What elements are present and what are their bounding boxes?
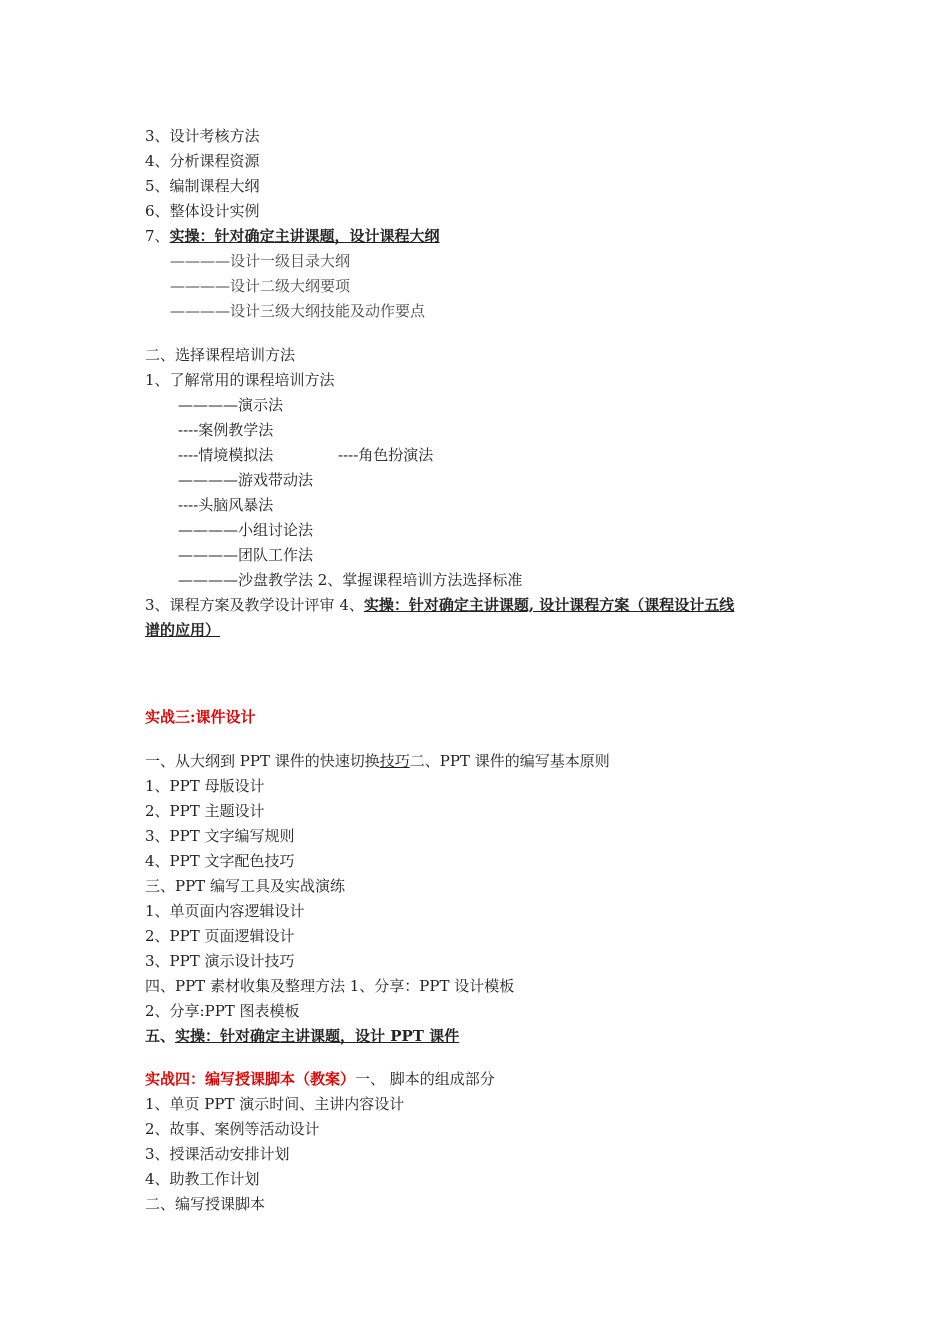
subitem-level2: ————设计二级大纲要项 bbox=[170, 277, 351, 295]
method-sandbox: ————沙盘教学法 2、掌握课程培训方法选择标准 bbox=[178, 571, 523, 589]
item-assistant-plan: 4、助教工作计划 bbox=[145, 1170, 260, 1188]
practice-outline-text: 实操：针对确定主讲课题，设计课程大纲 bbox=[169, 227, 440, 245]
subitem-level3: ————设计三级大纲技能及动作要点 bbox=[170, 302, 426, 320]
item-activity-plan: 3、授课活动安排计划 bbox=[145, 1145, 290, 1163]
ppt-principles-text: 二、PPT 课件的编写基本原则 bbox=[409, 752, 610, 770]
item-ppt-master: 1、PPT 母版设计 bbox=[145, 777, 265, 795]
item-ppt-tools: 三、PPT 编写工具及实战演练 bbox=[145, 877, 345, 895]
method-group-discussion: ————小组讨论法 bbox=[178, 521, 314, 539]
item-design-example: 6、整体设计实例 bbox=[145, 202, 260, 220]
item-number: 7、 bbox=[145, 227, 170, 245]
skill-link: 技巧 bbox=[379, 752, 410, 770]
subitem-level1: ————设计一级目录大纲 bbox=[170, 252, 351, 270]
practice-plan-text: 实操：针对确定主讲课题, 设计课程方案（课程设计五线 bbox=[363, 596, 735, 614]
item-demo-skills: 3、PPT 演示设计技巧 bbox=[145, 952, 295, 970]
script-components: 一、 脚本的组成部分 bbox=[355, 1070, 495, 1088]
item-ppt-text-rules: 3、PPT 文字编写规则 bbox=[145, 827, 295, 845]
outline-to-ppt-text: 一、从大纲到 PPT 课件的快速切换 bbox=[145, 752, 380, 770]
method-roleplay: ----角色扮演法 bbox=[338, 446, 434, 464]
plan-review-text: 3、课程方案及教学设计评审 4、 bbox=[145, 596, 364, 614]
practice-ppt-text: 实操：针对确定主讲课题，设计 PPT 课件 bbox=[175, 1027, 460, 1045]
script-title: 实战四：编写授课脚本（教案） bbox=[145, 1070, 356, 1088]
section-title-script bbox=[145, 1069, 495, 1089]
item-materials: 四、PPT 素材收集及整理方法 1、分享：PPT 设计模板 bbox=[145, 977, 515, 995]
item-single-page-logic: 1、单页面内容逻辑设计 bbox=[145, 902, 305, 920]
item-design-assessment: 3、设计考核方法 bbox=[145, 127, 260, 145]
method-brainstorm: ----头脑风暴法 bbox=[178, 496, 274, 514]
item-number: 五、 bbox=[145, 1027, 176, 1045]
item-outline-to-ppt bbox=[145, 751, 610, 771]
item-chart-templates: 2、分享:PPT 图表模板 bbox=[145, 1002, 300, 1020]
method-case: ----案例教学法 bbox=[178, 421, 274, 439]
item-ppt-timing: 1、单页 PPT 演示时间、主讲内容设计 bbox=[145, 1095, 405, 1113]
item-activity-design: 2、故事、案例等活动设计 bbox=[145, 1120, 320, 1138]
item-analyze-resources: 4、分析课程资源 bbox=[145, 152, 260, 170]
item-write-script: 二、编写授课脚本 bbox=[145, 1195, 266, 1213]
section-title-courseware: 实战三:课件设计 bbox=[145, 708, 256, 726]
section-training-methods: 二、选择课程培训方法 bbox=[145, 346, 296, 364]
method-demo: ————演示法 bbox=[178, 396, 284, 414]
item-ppt-theme: 2、PPT 主题设计 bbox=[145, 802, 265, 820]
item-ppt-color: 4、PPT 文字配色技巧 bbox=[145, 852, 295, 870]
item-plan-review bbox=[145, 595, 734, 615]
item-page-logic: 2、PPT 页面逻辑设计 bbox=[145, 927, 295, 945]
item-practice-outline bbox=[145, 226, 440, 246]
item-common-methods: 1、了解常用的课程培训方法 bbox=[145, 371, 335, 389]
practice-plan-text-cont: 谱的应用） bbox=[145, 621, 221, 639]
item-practice-ppt bbox=[145, 1026, 459, 1046]
item-compile-outline: 5、编制课程大纲 bbox=[145, 177, 260, 195]
method-teamwork: ————团队工作法 bbox=[178, 546, 314, 564]
method-game: ————游戏带动法 bbox=[178, 471, 314, 489]
method-simulation: ----情境模拟法 bbox=[178, 446, 274, 464]
